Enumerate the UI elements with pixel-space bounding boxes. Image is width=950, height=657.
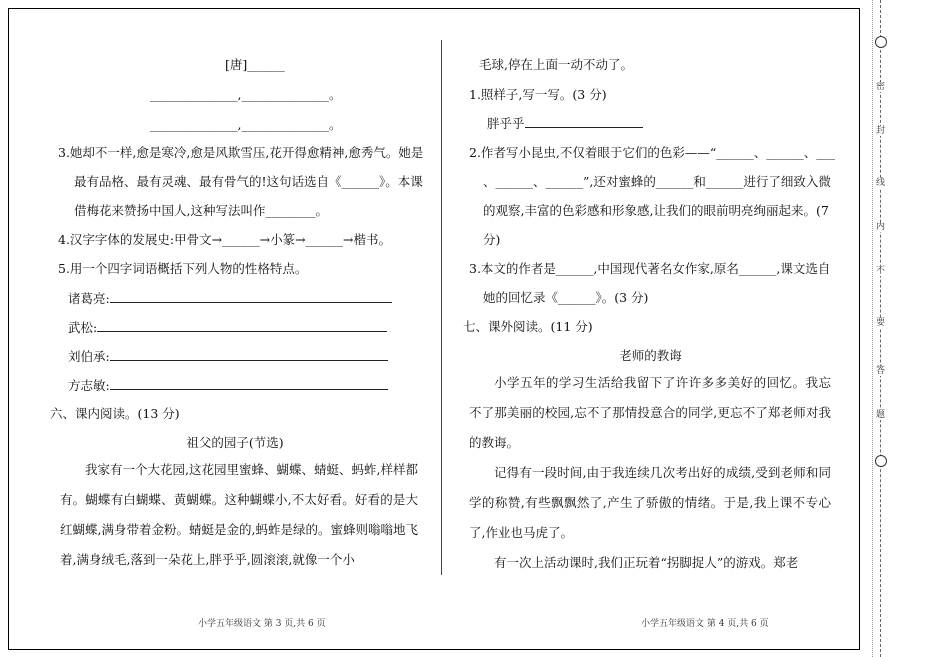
question-3-line-2: 最有品格、最有灵魂、最有骨气的!这句话选自《______》。本课 xyxy=(74,174,423,189)
person-label: 武松: xyxy=(68,320,98,335)
passage-paragraph: 有一次上活动课时,我们正玩着“拐脚捉人”的游戏。郑老 xyxy=(494,555,799,570)
passage-title-grandfather-garden: 祖父的园子(节选) xyxy=(186,435,284,450)
answer-line[interactable] xyxy=(110,346,388,361)
question-3-line-1: 3.她却不一样,愈是寒冷,愈是风欺雪压,花开得愈精神,愈秀气。她是 xyxy=(58,145,424,160)
question-1: 1.照样子,写一写。(3 分) xyxy=(469,87,607,102)
poem-blank-row-1[interactable]: ______________,______________。 xyxy=(150,87,342,102)
binding-dashed-line xyxy=(880,0,882,657)
question-4: 4.汉字字体的发展史:甲骨文→______→小篆→______→楷书。 xyxy=(58,232,392,247)
poem-blank-row-2[interactable]: ______________,______________。 xyxy=(150,117,342,132)
question-3-line-1: 3.本文的作者是______,中国现代著名女作家,原名______,课文选自 xyxy=(469,261,831,276)
person-zhuge-liang[interactable] xyxy=(68,288,392,309)
section-6-heading: 六、课内阅读。(13 分) xyxy=(50,406,180,421)
person-wu-song[interactable] xyxy=(68,317,387,338)
binding-char: 题 xyxy=(876,410,886,420)
question-5: 5.用一个四字词语概括下列人物的性格特点。 xyxy=(58,261,308,276)
person-label: 刘伯承: xyxy=(68,349,110,364)
passage-paragraph: 我家有一个大花园,这花园里蜜蜂、蝴蝶、蜻蜓、蚂蚱,样样都有。蝴蝶有白蝴蝶、黄蝴蝶。这种蝴蝶小,不太好看。好看的是大红蝴蝶,满身带着金粉。蜻蜓是金的,蚂蚱是绿的。蜜蜂则嗡嗡地飞着,满身绒毛,落到一朵花上,胖乎乎,圆滚滚,就像一个小 xyxy=(60,462,418,567)
question-1-example[interactable] xyxy=(487,113,643,134)
answer-line[interactable] xyxy=(97,317,387,332)
person-fang-zhimin[interactable] xyxy=(68,375,388,396)
binding-char: 线 xyxy=(876,178,886,188)
binding-char: 密 xyxy=(876,82,886,92)
person-liu-bocheng[interactable] xyxy=(68,346,388,367)
answer-line[interactable] xyxy=(110,288,392,303)
person-label: 诸葛亮: xyxy=(68,291,110,306)
binding-char: 封 xyxy=(876,126,886,136)
passage-title-teacher-lesson: 老师的教诲 xyxy=(619,348,682,363)
passage-paragraph: 记得有一段时间,由于我连续几次考出好的成绩,受到老师和同学的称赞,有些飘飘然了,产生了骄傲的情绪。于是,我上课不专心了,作业也马虎了。 xyxy=(469,465,831,540)
page-footer-left: 小学五年级语文 第 3 页,共 6 页 xyxy=(198,619,326,629)
page-footer-right: 小学五年级语文 第 4 页,共 6 页 xyxy=(641,619,769,629)
passage-continuation: 毛球,停在上面一动不动了。 xyxy=(479,57,633,72)
binding-char: 答 xyxy=(876,366,886,376)
binding-char: 不 xyxy=(876,266,886,276)
question-2-line-2: 、______、______”,还对蜜蜂的______和______进行了细致入微 xyxy=(483,174,831,189)
person-label: 方志敏: xyxy=(68,378,110,393)
section-7-heading: 七、课外阅读。(11 分) xyxy=(463,319,593,334)
binding-dotted-line xyxy=(872,0,874,657)
question-2-line-1: 2.作者写小昆虫,不仅着眼于它们的色彩——“______、______、___ xyxy=(469,145,836,160)
answer-line[interactable] xyxy=(110,375,388,390)
answer-line[interactable] xyxy=(525,113,643,128)
binding-hole-bottom xyxy=(875,455,887,467)
binding-hole-top xyxy=(875,36,887,48)
example-word: 胖乎乎 xyxy=(487,116,525,131)
question-3-line-2: 她的回忆录《______》。(3 分) xyxy=(483,290,649,305)
passage-teacher-lesson xyxy=(469,368,831,578)
passage-paragraph: 小学五年的学习生活给我留下了许许多多美好的回忆。我忘不了那美丽的校园,忘不了那情投意合的同学,更忘不了郑老师对我的教诲。 xyxy=(469,375,831,450)
question-3-line-3: 借梅花来赞扬中国人,这种写法叫作________。 xyxy=(74,203,328,218)
binding-char: 要 xyxy=(876,318,886,328)
column-divider xyxy=(441,40,442,575)
tang-author-blank[interactable]: [唐]______ xyxy=(225,57,285,72)
question-2-line-4: 分) xyxy=(483,232,501,247)
passage-grandfather-garden xyxy=(60,455,418,575)
binding-char: 内 xyxy=(876,222,886,232)
question-2-line-3: 的观察,丰富的色彩感和形象感,让我们的眼前明亮绚丽起来。(7 xyxy=(483,203,829,218)
